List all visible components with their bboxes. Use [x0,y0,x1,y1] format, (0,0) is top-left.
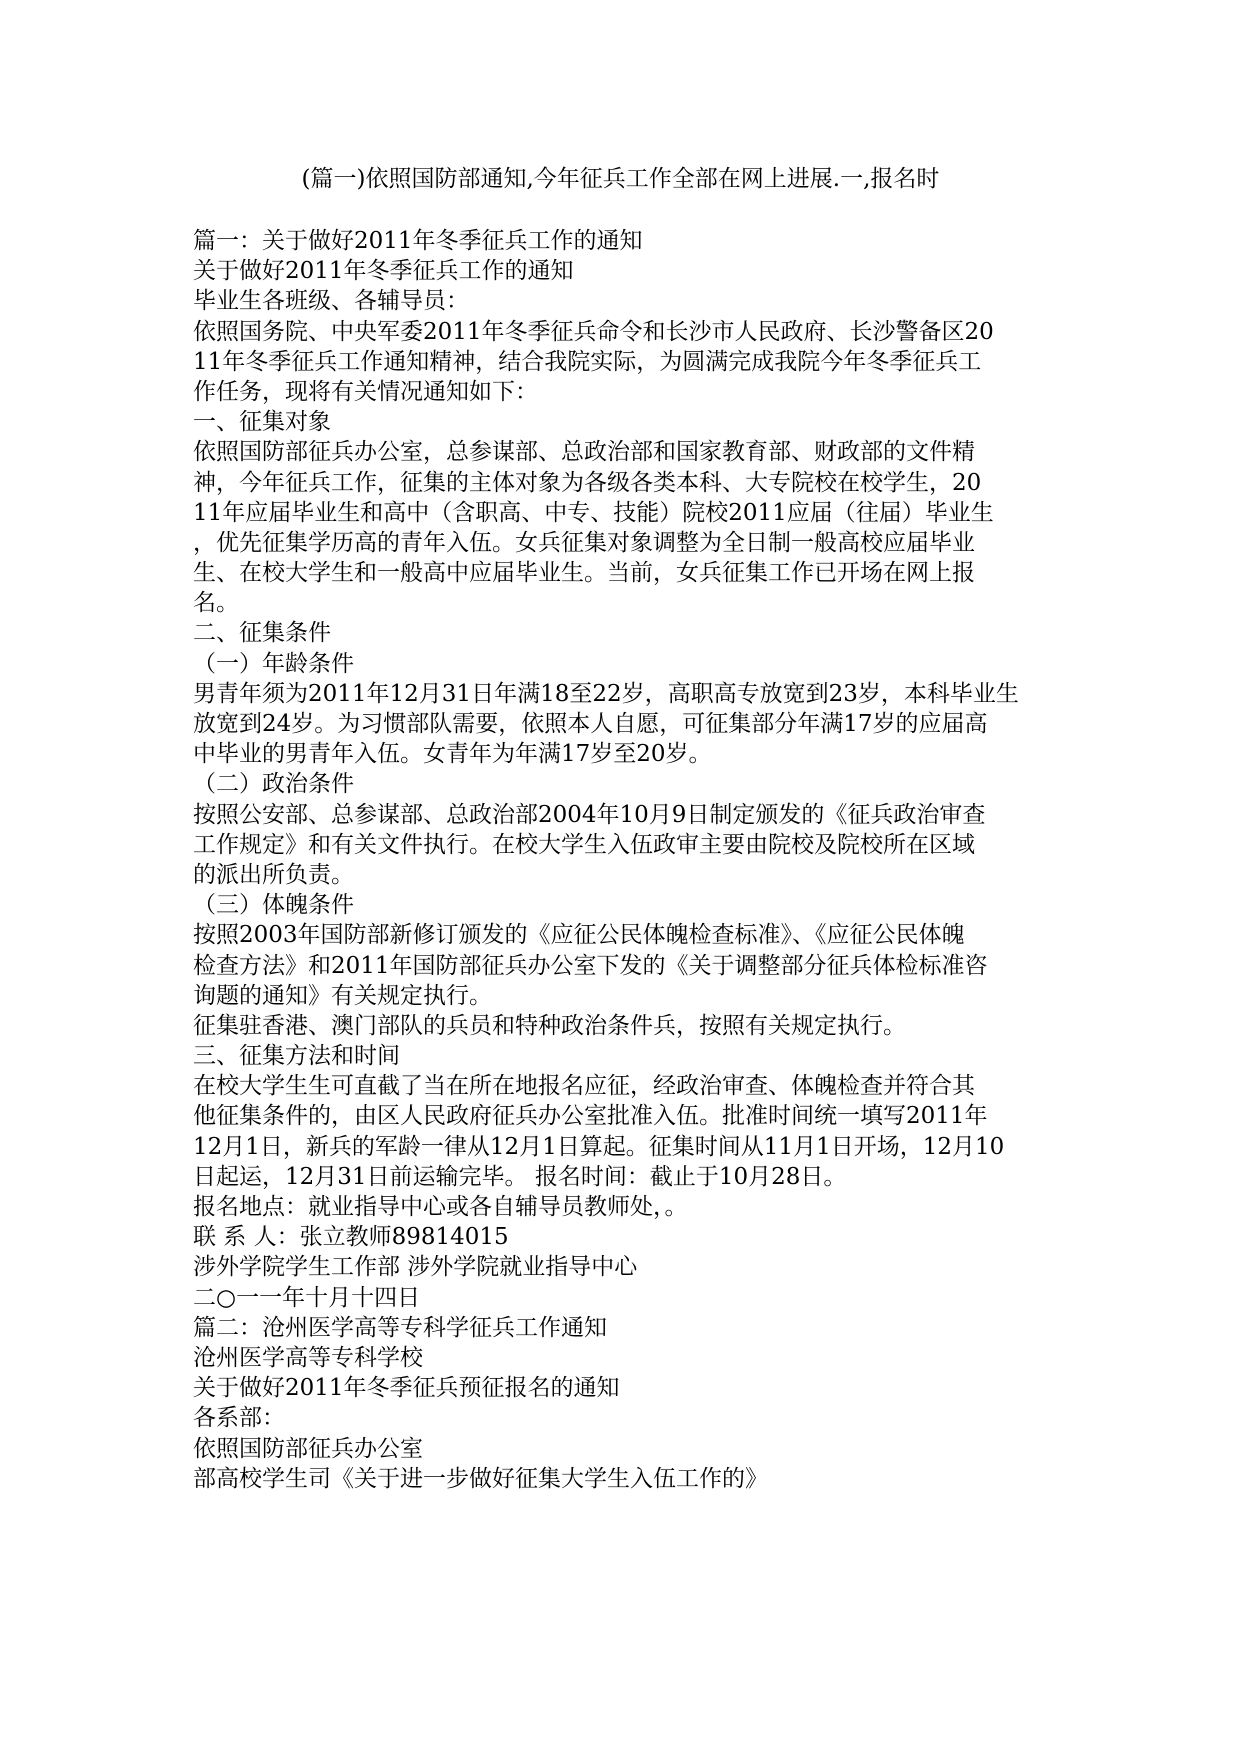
text-line: 篇一：关于做好2011年冬季征兵工作的通知 [193,228,643,254]
text-line: 按照2003年国防部新修订颁发的《应征公民体魄检查标准》、《应征公民体魄 [193,922,965,949]
text-line: 涉外学院学生工作部 涉外学院就业指导中心 [193,1254,638,1281]
text-line: 作任务，现将有关情况通知如下： [193,378,538,405]
text-line: 名。 [193,590,239,617]
text-line: 依照国防部征兵办公室，总参谋部、总政治部和国家教育部、财政部的文件精 [193,439,975,466]
text-line: 各系部： [193,1405,285,1432]
text-line: 征集驻香港、澳门部队的兵员和特种政治条件兵，按照有关规定执行。 [193,1012,906,1039]
text-line: 在校大学生生可直截了当在所在地报名应征，经政治审查、体魄检查并符合其 [193,1073,975,1100]
text-line: 关于做好2011年冬季征兵预征报名的通知 [193,1375,620,1402]
text-line: 11年应届毕业生和高中（含职高、中专、技能）院校2011应届（往届）毕业生 [193,499,994,526]
text-line: 联 系 人：张立教师89814015 [193,1224,509,1251]
text-line: 三、征集方法和时间 [193,1043,400,1070]
text-line: 神，今年征兵工作，征集的主体对象为各级各类本科、大专院校在校学生，20 [193,469,982,496]
text-line: 生、在校大学生和一般高中应届毕业生。当前，女兵征集工作已开场在网上报 [193,560,975,587]
text-line: 关于做好2011年冬季征兵工作的通知 [193,258,574,285]
text-line: 二、征集条件 [193,620,331,647]
text-line: 中毕业的男青年入伍。女青年为年满17岁至20岁。 [193,741,712,768]
text-line: 部高校学生司《关于进一步做好征集大学生入伍工作的》 [193,1465,768,1492]
text-line: 11年冬季征兵工作通知精神，结合我院实际，为圆满完成我院今年冬季征兵工 [193,348,982,375]
text-line: 他征集条件的，由区人民政府征兵办公室批准入伍。批准时间统一填写2011年 [193,1103,988,1130]
text-line: 按照公安部、总参谋部、总政治部2004年10月9日制定颁发的《征兵政治审查 [193,801,986,828]
text-line: 一、征集对象 [193,409,331,436]
text-line: 日起运，12月31日前运输完毕。 报名时间：截止于10月28日。 [193,1163,847,1190]
text-line: 依照国务院、中央军委2011年冬季征兵命令和长沙市人民政府、长沙警备区20 [193,318,994,345]
text-line: （二）政治条件 [193,771,354,798]
text-line: 询题的通知》有关规定执行。 [193,982,492,1009]
text-line: 的派出所负责。 [193,861,354,888]
text-line: 依照国防部征兵办公室 [193,1435,423,1462]
text-line: 沧州医学高等专科学校 [193,1344,423,1371]
text-line: （三）体魄条件 [193,892,354,919]
text-line: 报名地点：就业指导中心或各自辅导员教师处，。 [193,1194,688,1220]
text-line: 工作规定》和有关文件执行。在校大学生入伍政审主要由院校及院校所在区域 [193,831,975,858]
text-line: 二○一一年十月十四日 [193,1284,421,1311]
text-line: 12月1日，新兵的军龄一律从12月1日算起。征集时间从11月1日开场，12月10 [193,1133,1005,1160]
document-title: (篇一)依照国防部通知,今年征兵工作全部在网上进展.一,报名时 [301,166,940,192]
text-line: 男青年须为2011年12月31日年满18至22岁，高职高专放宽到23岁，本科毕业生 [193,680,1019,707]
text-line: ，优先征集学历高的青年入伍。女兵征集对象调整为全日制一般高校应届毕业 [193,529,975,556]
text-line: 放宽到24岁。为习惯部队需要，依照本人自愿，可征集部分年满17岁的应届高 [193,711,988,737]
text-line: 毕业生各班级、各辅导员： [193,288,469,315]
text-line: 检查方法》和2011年国防部征兵办公室下发的《关于调整部分征兵体检标准咨 [193,952,988,979]
text-line: 篇二：沧州医学高等专科学征兵工作通知 [193,1314,607,1341]
text-line: （一）年龄条件 [193,650,354,677]
document-body [193,226,1045,1494]
